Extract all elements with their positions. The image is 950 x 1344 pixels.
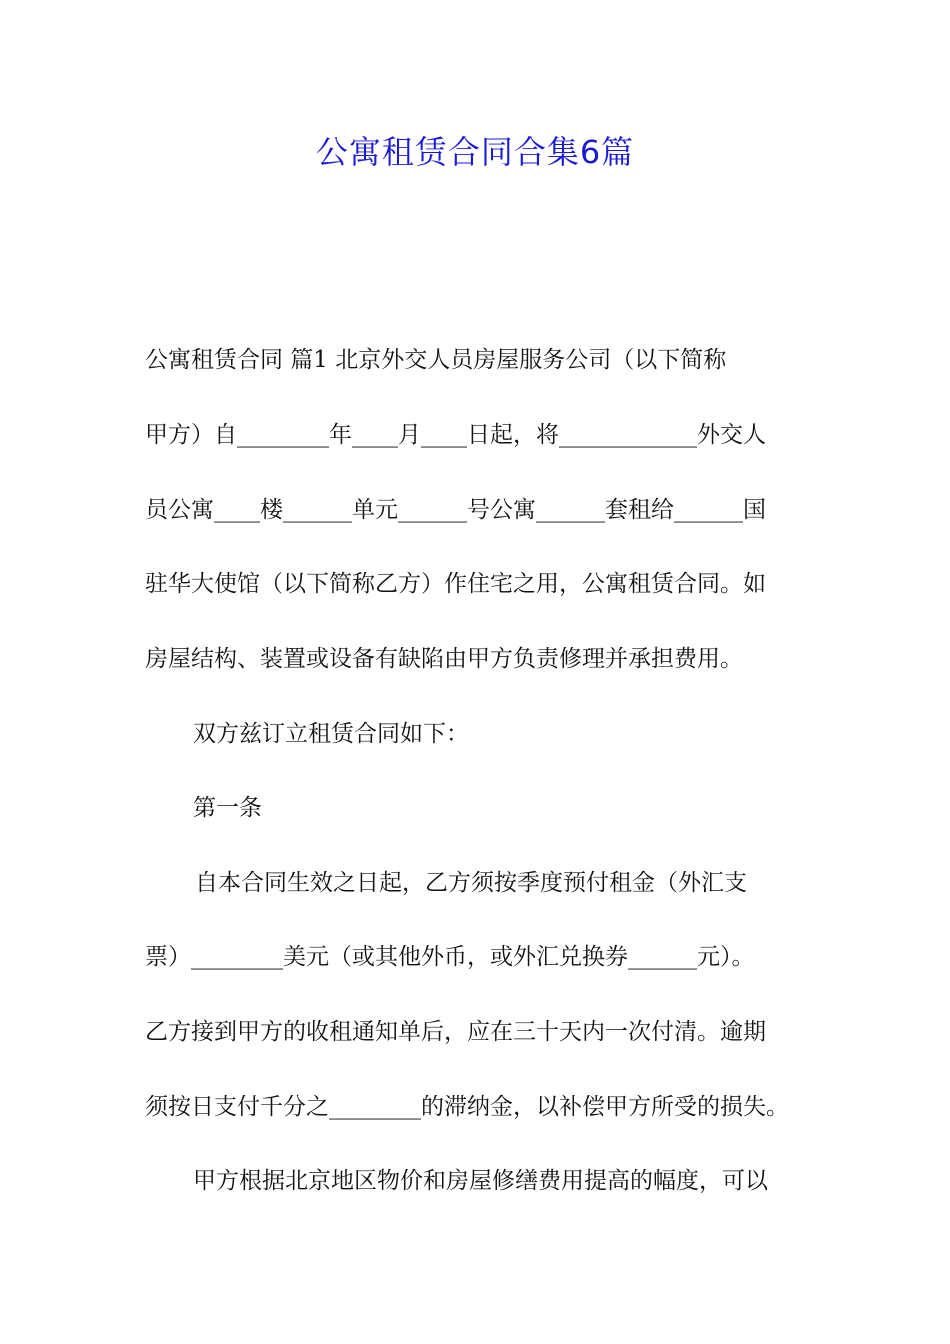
text-line: 自本合同生效之日起，乙方须按季度预付租金（外汇支 [195, 870, 747, 896]
text-line: 票）________美元（或其他外币，或外汇兑换券______元）。 [145, 944, 755, 970]
text-line: 甲方）自________年____月____日起，将____________外交人 [145, 422, 766, 448]
text-line: 公寓租赁合同 篇1 北京外交人员房屋服务公司（以下简称 [145, 347, 727, 373]
text-line: 乙方接到甲方的收租通知单后，应在三十天内一次付清。逾期 [145, 1019, 766, 1045]
text-line: 甲方根据北京地区物价和房屋修缮费用提高的幅度，可以 [193, 1168, 768, 1194]
document-title: 公寓租赁合同合集6篇 [315, 133, 635, 171]
text-line: 房屋结构、装置或设备有缺陷由甲方负责修理并承担费用。 [145, 646, 743, 672]
text-line: 驻华大使馆（以下简称乙方）作住宅之用，公寓租赁合同。如 [145, 571, 766, 597]
text-line: 第一条 [193, 795, 262, 821]
text-line: 双方兹订立租赁合同如下： [193, 721, 469, 747]
text-line: 员公寓____楼______单元______号公寓______套租给______国 [145, 497, 766, 523]
text-line: 须按日支付千分之________的滞纳金，以补偿甲方所受的损失。 [145, 1094, 789, 1120]
